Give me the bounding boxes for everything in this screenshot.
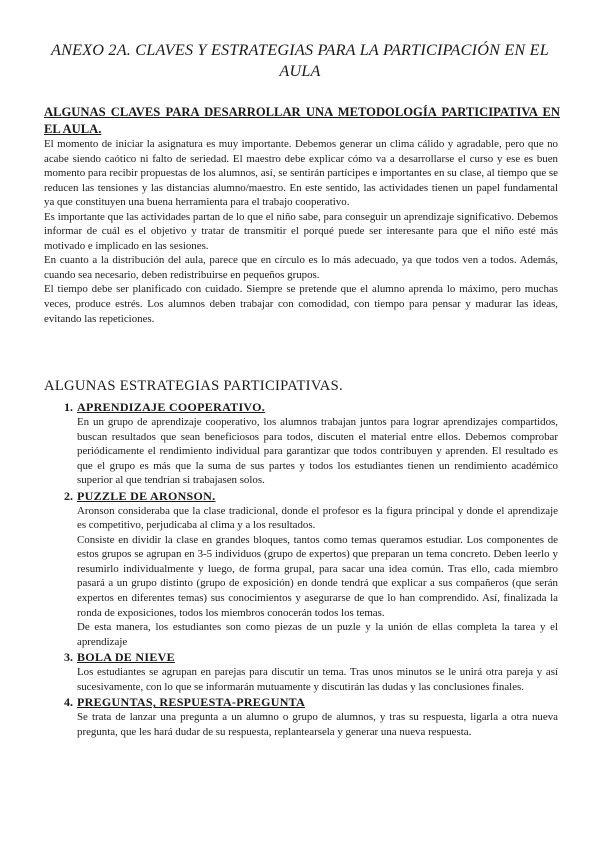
list-item-number: 1. [64,400,73,414]
list-item-number: 2. [64,488,73,503]
list-item-header [44,694,558,710]
paragraph: De esta manera, los estudiantes son como piezas de un puzle y la unión de ellas completa la tarea y el aprendizaje [77,621,558,648]
section-heading-claves: ALGUNAS CLAVES PARA DESARROLLAR UNA METODOLOGÍA PARTICIPATIVA EN EL AULA. [44,105,560,136]
list-item-label: PREGUNTAS, RESPUESTA-PREGUNTA [77,695,306,710]
strategies-list [44,399,558,739]
paragraph: Consiste en dividir la clase en grandes bloques, tantos como temas queramos estudiar. Los componentes de estos grupos se agrupan en 3-5 individuos (grupo de expertos) que preparan un tema concreto. Deben leerlo y resumirlo individualmente y luego, de forma grupal, para sacar una idea común. Tras ello, cada miembro pasará a un grupo distinto (grupo de exposición) en donde tendrá que explicar a sus compañeros (que serán expertos en diferentes temas) sus conocimientos y asegurarse de que lo han comprendido. Así, finalizada la ronda de exposiciones, todos los miembros conocerán todos los temas. [77,533,558,619]
list-item-puzzle-aronson [44,488,558,649]
list-item-label: PUZZLE DE ARONSON. [77,488,216,503]
paragraph: Se trata de lanzar una pregunta a un alumno o grupo de alumnos, y tras su respuesta, ligarla a otra nueva pregunta, que les hará dudar de su respuesta, replantearsela y generar una nueva respuesta. [77,711,558,738]
document-title: ANEXO 2A. CLAVES Y ESTRATEGIAS PARA LA PARTICIPACIÓN EN EL AULA [51,41,549,80]
list-item-body [77,504,558,649]
list-item-preguntas [44,694,558,739]
paragraph: Aronson consideraba que la clase tradicional, donde el profesor es la figura principal y donde el aprendizaje es competitivo, perjudicaba al clima y a los resultados. [77,504,558,532]
list-item-header [44,649,558,665]
list-item-body [77,710,558,739]
list-item-body [77,415,558,488]
paragraph: El momento de iniciar la asignatura es muy importante. Debemos generar un clima cálido y agradable, pero que no acabe siendo caótico ni falto de seriedad. El maestro debe explicar cómo va a desarrollarse el curso y ese es buen momento para recibir propuestas de los alumnos, así, se sentirán partícipes e importantes en su clase, al tiempo que se reducen las tensiones y las distancias alumno/maestro. En este sentido, las actividades tienen un papel fundamental ya que constituyen una buena herramienta para el trabajo cooperativo. [44,138,558,209]
list-item-label: APRENDIZAJE COOPERATIVO. [77,400,266,414]
section-claves-body [44,137,558,326]
list-item-header [44,488,558,504]
paragraph: En cuanto a la distribución del aula, parece que en círculo es lo más adecuado, ya que todos ven a todos. Además, cuando sea necesario, deben redistribuirse en pequeños grupos. [44,254,558,281]
list-item-number: 4. [64,695,73,710]
paragraph: El tiempo debe ser planificado con cuidado. Siempre se pretende que el alumno aprenda lo máximo, pero muchas veces, produce estrés. Los alumnos deben trabajar con comodidad, con tiempo para pensar y madurar las ideas, evitando las repeticiones. [44,283,558,325]
paragraph: Los estudiantes se agrupan en parejas para discutir un tema. Tras unos minutos se le unirá otra pareja y así sucesivamente, con lo que se informarán mutuamente y discutirán las dudas y las conclusiones finales. [77,666,558,693]
list-item-aprendizaje-cooperativo [44,399,558,488]
paragraph: En un grupo de aprendizaje cooperativo, los alumnos trabajan juntos para lograr aprendizajes compartidos, buscan resultados que sean beneficiosos para todos, discuten el material entre ellos. Debemos comprobar periódicamente el rendimiento individual para garantizar que todos contribuyen y aprenden. El resultado es que el grupo es más que la suma de sus partes y todos los estudiantes tienen un rendimiento académico superior al que tendrían si trabajasen solos. [77,416,558,487]
list-item-header [44,399,558,415]
section-heading-estrategias: ALGUNAS ESTRATEGIAS PARTICIPATIVAS. [44,378,343,394]
list-item-bola-de-nieve [44,649,558,694]
list-item-label: BOLA DE NIEVE [77,650,175,665]
list-item-body [77,665,558,694]
paragraph: Es importante que las actividades partan de lo que el niño sabe, para conseguir un aprendizaje significativo. Debemos informar de cuál es el objetivo y tratar de transmitir el porqué puede ser interesante para que el niño esté más motivado e implicado en las sesiones. [44,210,558,252]
list-item-number: 3. [64,650,73,665]
